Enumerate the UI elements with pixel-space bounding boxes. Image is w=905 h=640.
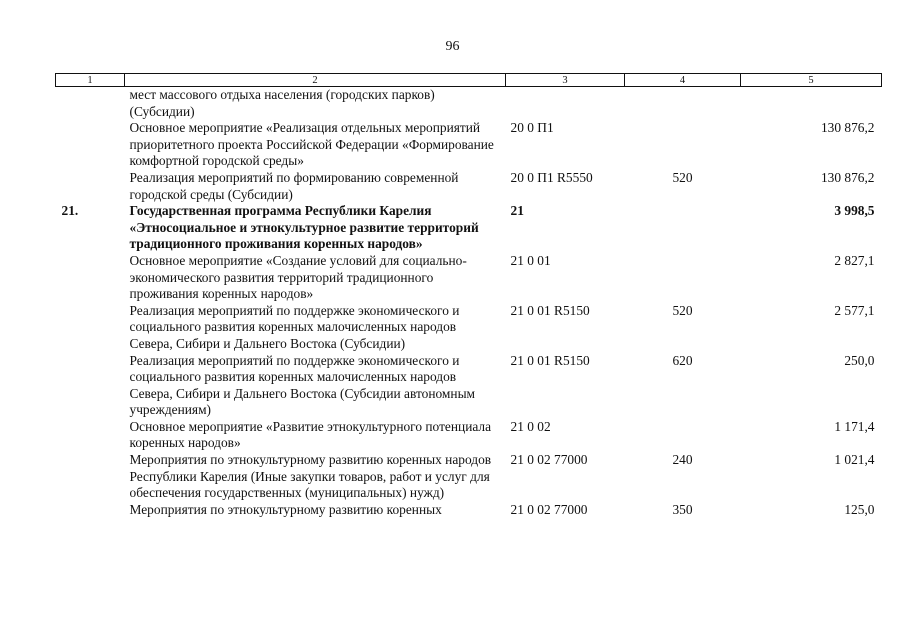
table-row bbox=[56, 170, 882, 203]
row-number-cell bbox=[56, 87, 125, 121]
row-expense-type-cell: 520 bbox=[672, 169, 693, 185]
row-name-cell: Государственная программа Республики Карелия «Этносоциальное и этнокультурное развитие территорий традиционного проживания коренных народов» bbox=[129, 203, 479, 252]
header-col-3: 3 bbox=[506, 74, 625, 87]
row-code-cell: 21 0 02 bbox=[510, 418, 551, 434]
row-amount-cell: 130 876,2 bbox=[820, 169, 875, 185]
row-expense-type-cell: 520 bbox=[672, 302, 693, 318]
row-expense-type-cell bbox=[625, 120, 741, 170]
row-name-cell: Реализация мероприятий по поддержке экономического и социального развития коренных малочисленных народов Севера, Сибири и Дальнего Востока (Субсидии автономным учреждениям) bbox=[129, 352, 476, 418]
page-number: 96 bbox=[445, 39, 460, 54]
row-name-cell: Основное мероприятие «Создание условий для социально-экономического развития территорий традиционного проживания коренных народов» bbox=[129, 252, 467, 302]
row-name-cell: Мероприятия по этнокультурному развитию коренных народов Республики Карелия (Иные закупки товаров, работ и услуг для обеспечения государственных (муниципальных) нужд) bbox=[129, 452, 492, 501]
table-row bbox=[56, 353, 882, 419]
row-amount-cell bbox=[741, 87, 882, 121]
row-number-cell bbox=[56, 303, 125, 353]
row-amount-cell: 250,0 bbox=[844, 352, 875, 368]
row-code-cell: 21 0 01 bbox=[510, 252, 551, 268]
row-name-cell: мест массового отдыха населения (городских парков) (Субсидии) bbox=[129, 87, 435, 119]
row-number-cell bbox=[56, 253, 125, 303]
row-code-cell: 21 0 01 R5150 bbox=[510, 302, 590, 318]
column-number-header bbox=[56, 74, 882, 87]
table-row bbox=[56, 303, 882, 353]
row-number-cell bbox=[56, 452, 125, 502]
row-code-cell: 21 bbox=[510, 203, 524, 219]
row-amount-cell: 3 998,5 bbox=[834, 203, 875, 219]
row-name-cell: Основное мероприятие «Развитие этнокультурного потенциала коренных народов» bbox=[129, 418, 492, 451]
table-row bbox=[56, 87, 882, 121]
row-amount-cell: 1 171,4 bbox=[834, 418, 875, 434]
row-expense-type-cell bbox=[625, 419, 741, 452]
row-name-cell: Реализация мероприятий по формированию современной городской среды (Субсидии) bbox=[129, 169, 459, 202]
row-expense-type-cell: 620 bbox=[672, 352, 693, 368]
row-amount-cell: 2 827,1 bbox=[834, 252, 875, 268]
row-code-cell bbox=[506, 87, 625, 121]
row-number-cell bbox=[56, 502, 125, 519]
row-number-cell bbox=[56, 353, 125, 419]
row-amount-cell: 1 021,4 bbox=[834, 452, 875, 468]
table-row bbox=[56, 502, 882, 519]
row-expense-type-cell: 240 bbox=[672, 452, 693, 468]
row-amount-cell: 2 577,1 bbox=[834, 302, 875, 318]
row-expense-type-cell: 350 bbox=[672, 501, 693, 517]
row-amount-cell: 130 876,2 bbox=[820, 120, 875, 136]
row-number-cell bbox=[56, 170, 125, 203]
row-code-cell: 21 0 02 77000 bbox=[510, 501, 588, 517]
header-col-5: 5 bbox=[741, 74, 882, 87]
row-code-cell: 21 0 01 R5150 bbox=[510, 352, 590, 368]
row-number-cell bbox=[56, 419, 125, 452]
row-number-cell: 21. bbox=[61, 203, 79, 219]
row-expense-type-cell bbox=[625, 203, 741, 253]
table-row bbox=[56, 120, 882, 170]
row-name-cell: Основное мероприятие «Реализация отдельных мероприятий приоритетного проекта Российской Федерации «Формирование комфортной городской среды» bbox=[129, 120, 494, 169]
row-expense-type-cell bbox=[625, 253, 741, 303]
row-amount-cell: 125,0 bbox=[844, 501, 875, 517]
table-row bbox=[56, 253, 882, 303]
header-col-1: 1 bbox=[56, 74, 125, 87]
table-row bbox=[56, 452, 882, 502]
row-number-cell bbox=[56, 120, 125, 170]
header-col-4: 4 bbox=[625, 74, 741, 87]
row-name-cell: Мероприятия по этнокультурному развитию коренных bbox=[129, 501, 442, 517]
row-code-cell: 20 0 П1 bbox=[510, 120, 554, 136]
budget-table bbox=[55, 73, 882, 518]
row-code-cell: 21 0 02 77000 bbox=[510, 452, 588, 468]
table-row bbox=[56, 203, 882, 253]
header-col-2: 2 bbox=[125, 74, 506, 87]
table-row bbox=[56, 419, 882, 452]
row-name-cell: Реализация мероприятий по поддержке экономического и социального развития коренных малочисленных народов Севера, Сибири и Дальнего Востока (Субсидии) bbox=[129, 302, 460, 351]
row-expense-type-cell bbox=[625, 87, 741, 121]
row-code-cell: 20 0 П1 R5550 bbox=[510, 169, 593, 185]
